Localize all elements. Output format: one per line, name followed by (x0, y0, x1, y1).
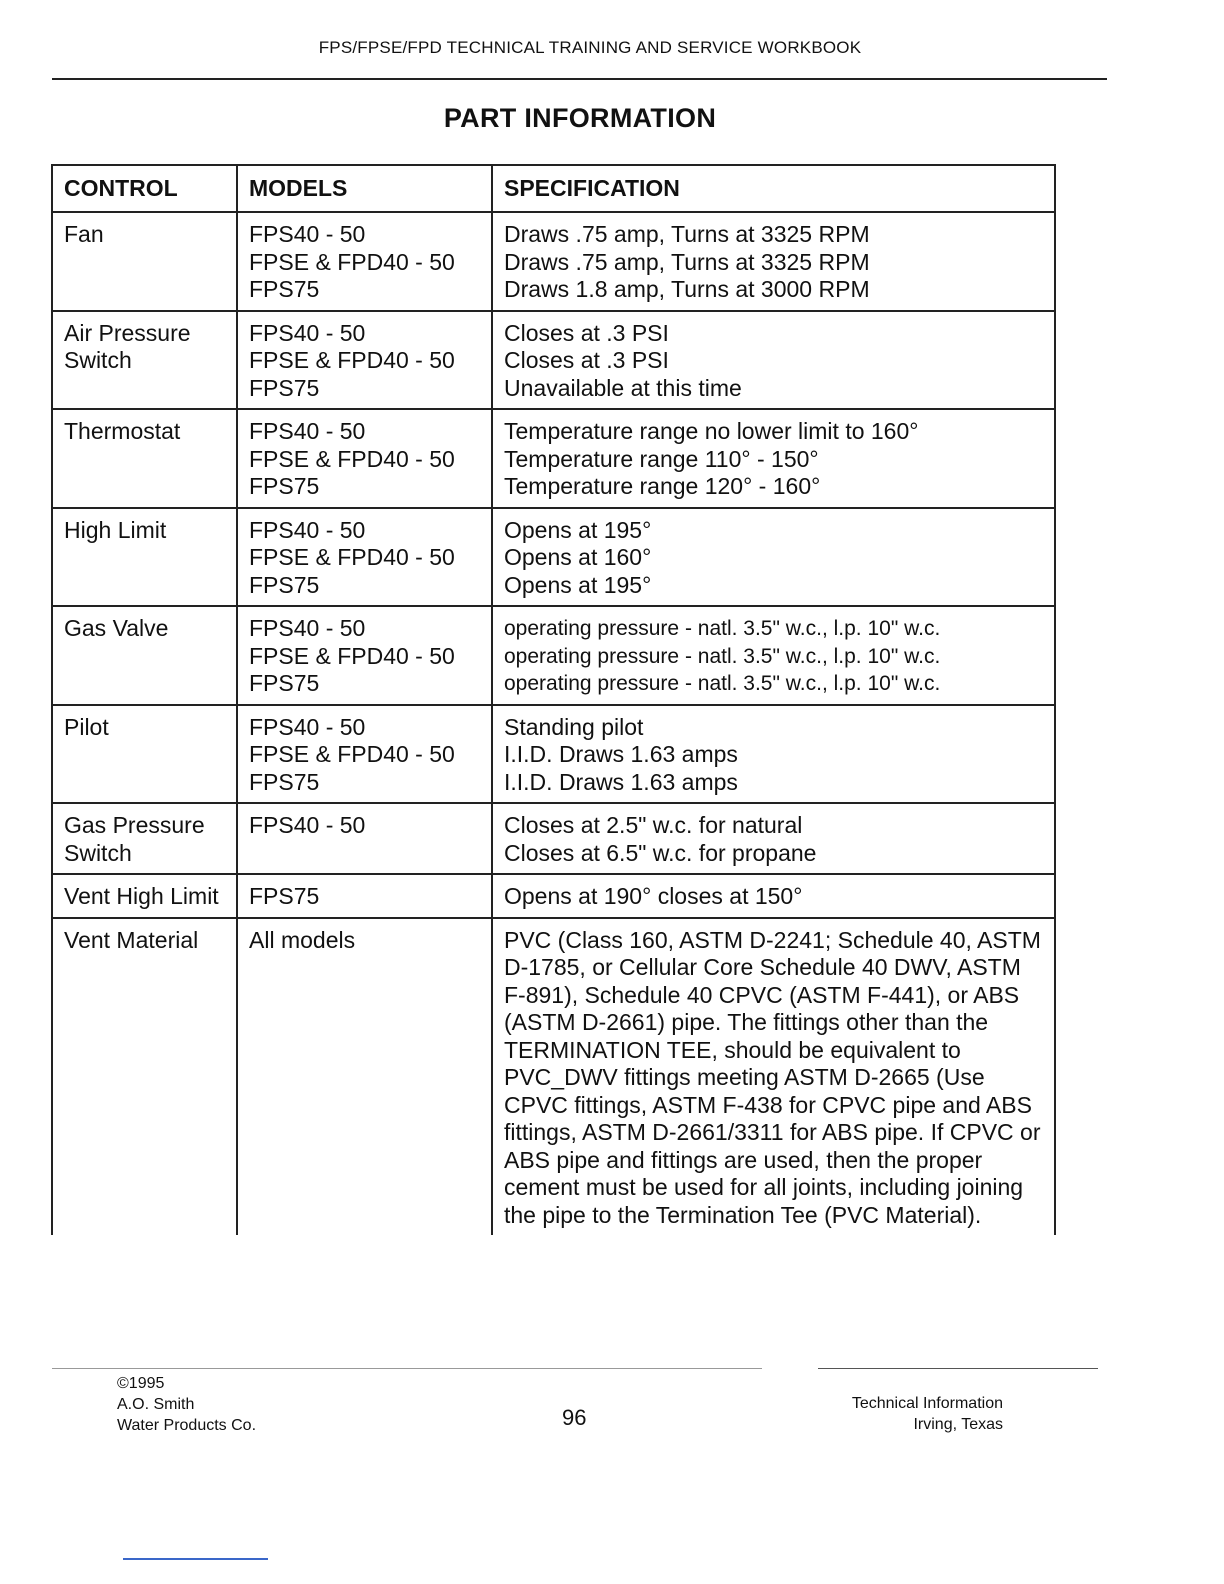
location-text: Irving, Texas (913, 1416, 1003, 1433)
table-row-gas-pressure-switch (52, 803, 1055, 874)
footer-right-block (800, 1393, 1003, 1435)
footer-rule-left (52, 1368, 762, 1369)
models-cell: FPS40 - 50 FPSE & FPD40 - 50 FPS75 (237, 606, 492, 705)
company-line-1: A.O. Smith (117, 1396, 195, 1413)
spec-cell: Draws .75 amp, Turns at 3325 RPM Draws .75 amp, Turns at 3325 RPM Draws 1.8 amp, Turns at 3000 RPM (492, 212, 1055, 311)
vent-material-spec-paragraph: PVC (Class 160, ASTM D-2241; Schedule 40, ASTM D-1785, or Cellular Core Schedule 40 DWV, ASTM F-891), Schedule 40 CPVC (ASTM F-441), or ABS (ASTM D-2661) pipe. The fittings other than the TERMINATION TEE, should be equivalent to PVC_DWV fittings meeting ASTM D-2665 (Use CPVC fittings, ASTM F-438 for CPVC pipe and ABS fittings, ASTM D-2661/3311 for ABS pipe. If CPVC or ABS pipe and fittings are used, then the proper cement must be used for all joints, including joining the pipe to the Termination Tee (PVC Material). (504, 926, 1041, 1228)
models-cell: FPS40 - 50 FPSE & FPD40 - 50 FPS75 (237, 311, 492, 410)
spec-cell: Opens at 190° closes at 150° (492, 874, 1055, 918)
table-row-high-limit (52, 508, 1055, 607)
models-cell: FPS40 - 50 FPSE & FPD40 - 50 FPS75 (237, 508, 492, 607)
table-row-vent-material (52, 918, 1055, 1236)
control-cell: Pilot (52, 705, 237, 804)
table-row-thermostat (52, 409, 1055, 508)
page-title: PART INFORMATION (443, 103, 717, 133)
spec-cell: operating pressure - natl. 3.5" w.c., l.p. 10" w.c. operating pressure - natl. 3.5" w.c., l.p. 10" w.c. operating pressure - natl. 3.5" w.c., l.p. 10" w.c. (492, 606, 1055, 705)
section-name: Technical Information (851, 1395, 1003, 1412)
spec-cell: Opens at 195° Opens at 160° Opens at 195° (492, 508, 1055, 607)
control-cell: Gas Pressure Switch (52, 803, 237, 874)
spec-cell: Closes at .3 PSI Closes at .3 PSI Unavailable at this time (492, 311, 1055, 410)
models-cell: FPS40 - 50 FPSE & FPD40 - 50 FPS75 (237, 212, 492, 311)
footer-copyright-block (117, 1373, 256, 1436)
page-number: 96 (562, 1405, 587, 1430)
part-information-table (51, 164, 1056, 1235)
control-cell: Vent Material (52, 918, 237, 1236)
control-cell: High Limit (52, 508, 237, 607)
control-cell: Thermostat (52, 409, 237, 508)
spec-cell: Standing pilot I.I.D. Draws 1.63 amps I.I.D. Draws 1.63 amps (492, 705, 1055, 804)
control-cell: Vent High Limit (52, 874, 237, 918)
table-row-fan (52, 212, 1055, 311)
spec-cell: Temperature range no lower limit to 160° Temperature range 110° - 150° Temperature range 120° - 160° (492, 409, 1055, 508)
table-row-air-pressure-switch (52, 311, 1055, 410)
models-cell: FPS75 (237, 874, 492, 918)
control-cell: Air Pressure Switch (52, 311, 237, 410)
copyright-text: ©1995 (117, 1375, 165, 1392)
company-line-2: Water Products Co. (117, 1417, 257, 1434)
column-header-specification: SPECIFICATION (492, 165, 1055, 212)
control-cell: Fan (52, 212, 237, 311)
models-cell: FPS40 - 50 FPSE & FPD40 - 50 FPS75 (237, 705, 492, 804)
spec-cell (492, 918, 1055, 1236)
table-row-pilot (52, 705, 1055, 804)
table-header-row (52, 165, 1055, 212)
control-cell: Gas Valve (52, 606, 237, 705)
table-row-gas-valve (52, 606, 1055, 705)
bottom-edge-mark (123, 1558, 268, 1560)
column-header-models: MODELS (237, 165, 492, 212)
models-cell: FPS40 - 50 (237, 803, 492, 874)
header-rule (52, 78, 1107, 80)
models-cell: All models (237, 918, 492, 1236)
running-header: FPS/FPSE/FPD TECHNICAL TRAINING AND SERVICE WORKBOOK (318, 38, 862, 57)
column-header-control: CONTROL (52, 165, 237, 212)
models-cell: FPS40 - 50 FPSE & FPD40 - 50 FPS75 (237, 409, 492, 508)
spec-cell: Closes at 2.5" w.c. for natural Closes at 6.5" w.c. for propane (492, 803, 1055, 874)
footer-rule-right (818, 1368, 1098, 1369)
table-row-vent-high-limit (52, 874, 1055, 918)
